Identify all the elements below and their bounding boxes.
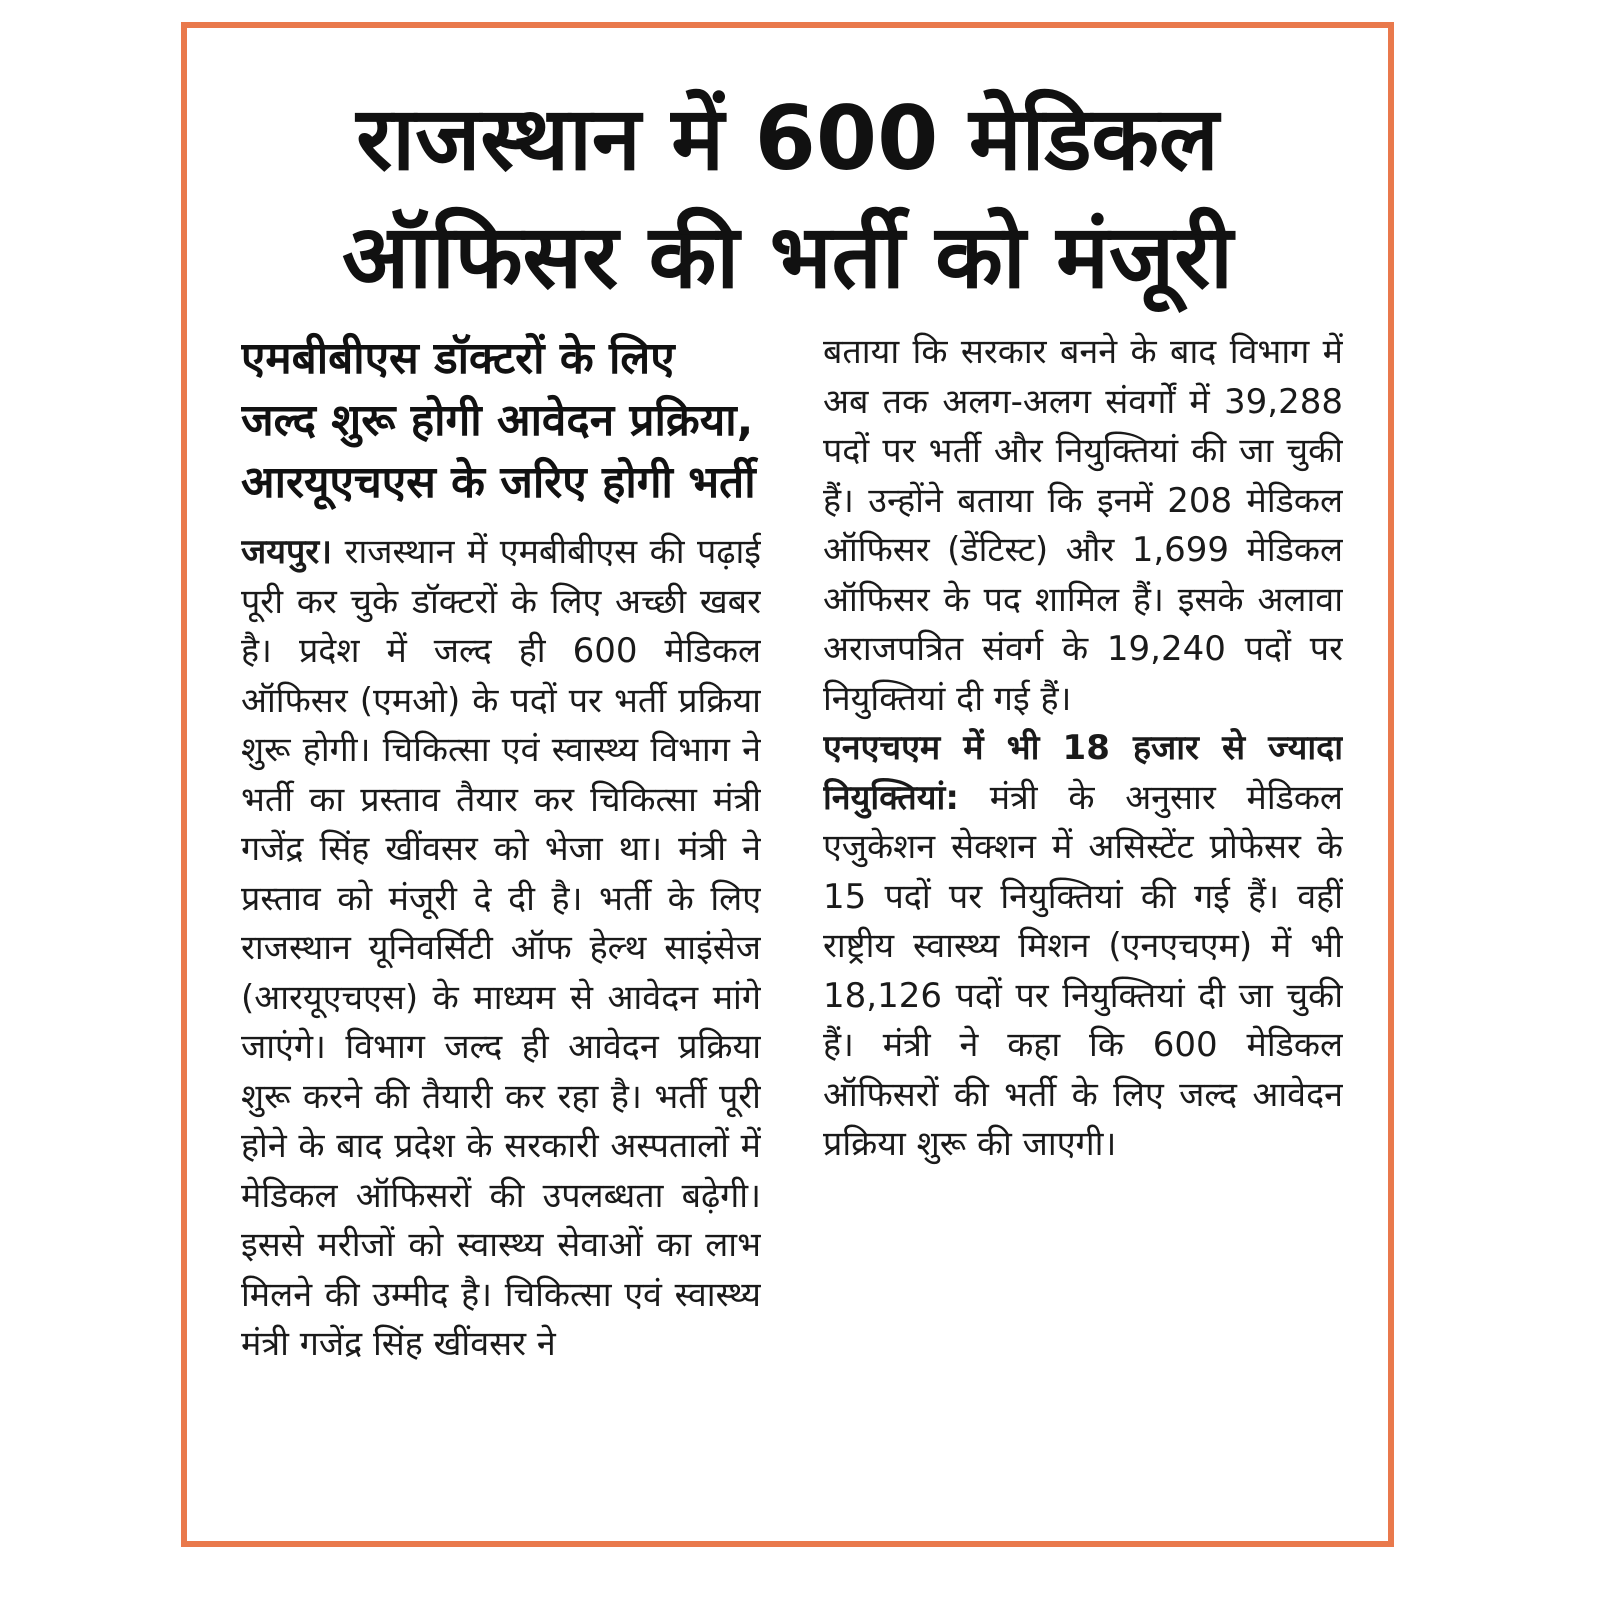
section-head: एनएचएम में भी 18 हजार से ज्यादा नियुक्तियां:: [823, 728, 1343, 818]
headline: [187, 80, 1388, 316]
body-left: [241, 528, 761, 1370]
body-right-1: बताया कि सरकार बनने के बाद विभाग में अब तक अलग-अलग संवर्गों में 39,288 पदों पर भर्ती और नियुक्तियां की जा चुकी हैं। उन्होंने बताया कि इनमें 208 मेडिकल ऑफिसर (डेंटिस्ट) और 1,699 मेडिकल ऑफिसर के पद शामिल हैं। इसके अलावा अराजपत्रित संवर्ग के 19,240 पदों पर नियुक्तियां दी गई हैं।: [823, 332, 1343, 719]
headline-line-2: ऑफिसर की भर्ती को मंजूरी: [342, 205, 1233, 308]
body-left-text: राजस्थान में एमबीबीएस की पढ़ाई पूरी कर चुके डॉक्टरों के लिए अच्छी खबर है। प्रदेश में जल्द ही 600 मेडिकल ऑफिसर (एमओ) के पदों पर भर्ती प्रक्रिया शुरू होगी। चिकित्सा एवं स्वास्थ्य विभाग ने भर्ती का प्रस्ताव तैयार कर चिकित्सा मंत्री गजेंद्र सिंह खींवसर को भेजा था। मंत्री ने प्रस्ताव को मंजूरी दे दी है। भर्ती के लिए राजस्थान यूनिवर्सिटी ऑफ हेल्थ साइंसेज (आरयूएचएस) के माध्यम से आवेदन मांगे जाएंगे। विभाग जल्द ही आवेदन प्रक्रिया शुरू करने की तैयारी कर रहा है। भर्ती पूरी होने के बाद प्रदेश के सरकारी अस्पतालों में मेडिकल ऑफिसरों की उपलब्धता बढ़ेगी। इससे मरीजों को स्वास्थ्य सेवाओं का लाभ मिलने की उम्मीद है। चिकित्सा एवं स्वास्थ्य मंत्री गजेंद्र सिंह खींवसर ने: [241, 532, 761, 1364]
left-column: [241, 328, 761, 1528]
body-right-2: [823, 724, 1343, 1170]
article-frame: [181, 22, 1394, 1547]
subheadline: एमबीबीएस डॉक्टरों के लिए जल्द शुरू होगी आवेदन प्रक्रिया, आरयूएचएस के जरिए होगी भर्ती: [241, 333, 756, 508]
dateline: जयपुर।: [241, 532, 333, 572]
headline-line-1: राजस्थान में 600 मेडिकल: [356, 87, 1219, 190]
right-column: [823, 328, 1343, 1228]
body-right-2-text: मंत्री के अनुसार मेडिकल एजुकेशन सेक्शन में असिस्टेंट प्रोफेसर के 15 पदों पर नियुक्तियां की गई हैं। वहीं राष्ट्रीय स्वास्थ्य मिशन (एनएचएम) में भी 18,126 पदों पर नियुक्तियां दी जा चुकी हैं। मंत्री ने कहा कि 600 मेडिकल ऑफिसरों की भर्ती के लिए जल्द आवेदन प्रक्रिया शुरू की जाएगी।: [823, 777, 1343, 1164]
